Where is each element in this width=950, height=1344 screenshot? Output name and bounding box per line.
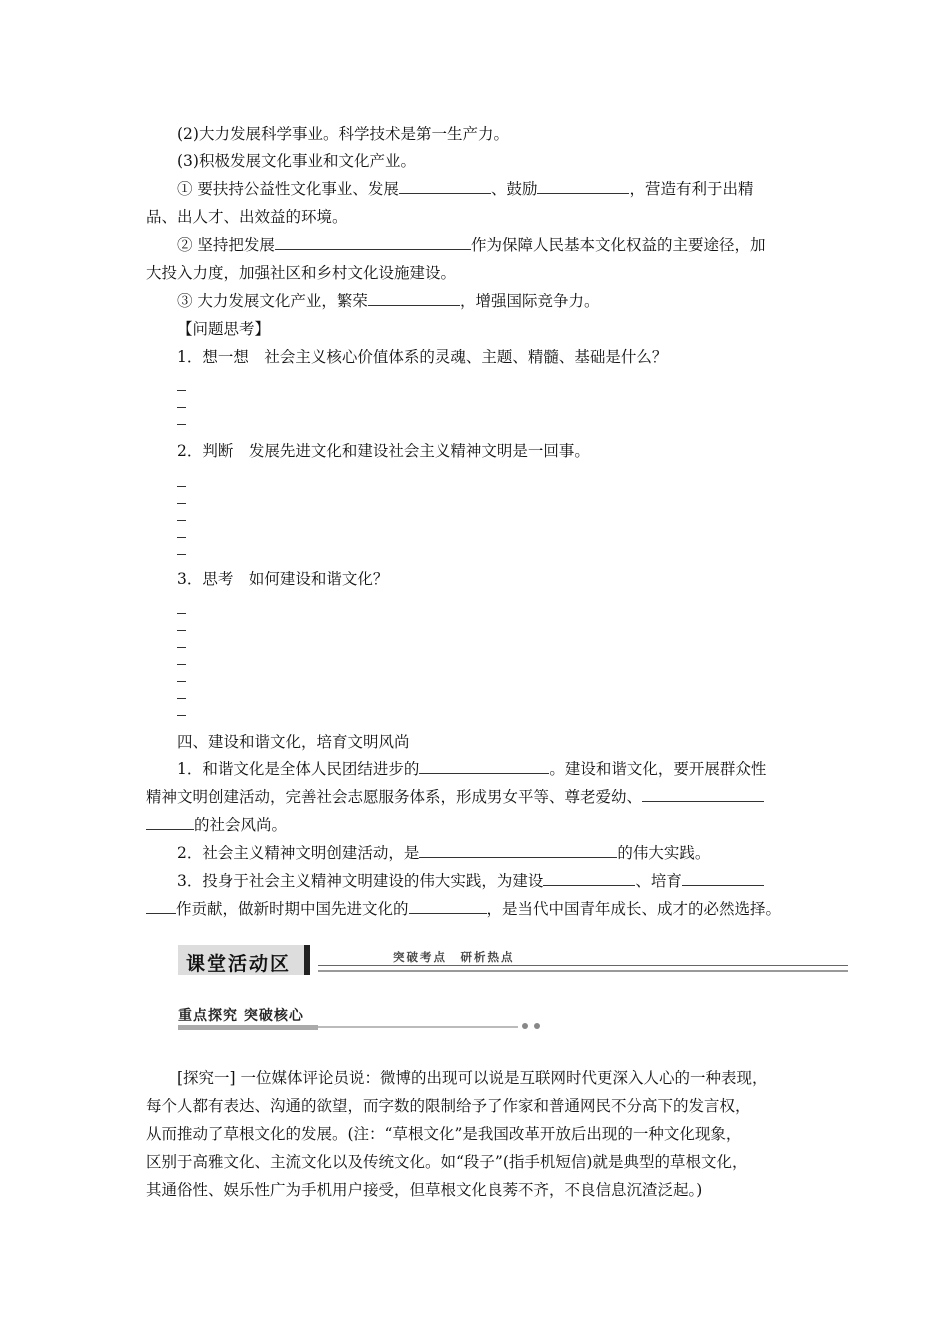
section-subheading (178, 1005, 558, 1031)
text-span: 2．社会主义精神文明创建活动，是 (177, 844, 420, 862)
fill-blank[interactable] (682, 871, 764, 886)
dot-icon (534, 1023, 540, 1029)
text-span: ，营造有利于出精 (629, 180, 754, 198)
fill-blank[interactable] (419, 759, 549, 774)
text-span: ，是当代中国青年成长、成才的必然选择。 (486, 900, 782, 918)
fill-blank[interactable] (146, 815, 194, 830)
text-span: ，增强国际竞争力。 (459, 292, 600, 310)
answer-line[interactable] (177, 647, 186, 648)
subheading-title: 重点探究 突破核心 (178, 1008, 304, 1024)
text-line (177, 843, 857, 863)
text-span: 精神文明创建活动，完善社会志愿服务体系，形成男女平等、尊老爱幼、 (146, 788, 643, 806)
banner-subtitle: 突破考点 研析热点 (393, 950, 515, 964)
inquiry-text: 每个人都有表达、沟通的欲望，而字数的限制给予了作家和普通网民不分高下的发言权， (146, 1097, 751, 1115)
inquiry-text: 从而推动了草根文化的发展。(注：“草根文化”是我国改革开放后出现的一种文化现象， (146, 1125, 742, 1143)
answer-line[interactable] (177, 554, 186, 555)
text-line: 品、出人才、出效益的环境。 (146, 208, 348, 226)
answer-line[interactable] (177, 520, 186, 521)
text-line (177, 235, 857, 255)
banner-divider (318, 970, 848, 972)
text-line (177, 871, 857, 891)
answer-line[interactable] (177, 407, 186, 408)
inquiry-text: 其通俗性、娱乐性广为手机用户接受，但草根文化良莠不齐，不良信息沉渣泛起。) (146, 1181, 703, 1199)
fill-blank[interactable] (543, 871, 635, 886)
inquiry-text: [探究一] 一位媒体评论员说：微博的出现可以说是互联网时代更深入人心的一种表现， (177, 1069, 768, 1087)
text-span: ② 坚持把发展 (177, 236, 275, 254)
text-line (177, 179, 857, 199)
fill-blank[interactable] (368, 291, 460, 306)
answer-line[interactable] (177, 664, 186, 665)
answer-line[interactable] (177, 486, 186, 487)
answer-line[interactable] (177, 715, 186, 716)
text-line (177, 291, 857, 311)
text-line (146, 815, 826, 835)
text-span: 作贡献，做新时期中国先进文化的 (176, 900, 409, 918)
answer-line[interactable] (177, 390, 186, 391)
subheading-bar (178, 1025, 318, 1030)
text-line (146, 787, 826, 807)
answer-line[interactable] (177, 613, 186, 614)
text-line: (2)大力发展科学事业。科学技术是第一生产力。 (177, 125, 509, 143)
section-heading: 【问题思考】 (177, 320, 271, 338)
banner-title: 课堂活动区 (186, 953, 292, 975)
text-line: (3)积极发展文化事业和文化产业。 (177, 152, 416, 170)
answer-line[interactable] (177, 424, 186, 425)
question: 2．判断 发展先进文化和建设社会主义精神文明是一回事。 (177, 442, 590, 460)
answer-line[interactable] (177, 681, 186, 682)
fill-blank[interactable] (642, 787, 764, 802)
fill-blank[interactable] (399, 179, 491, 194)
text-span: ① 要扶持公益性文化事业、发展 (177, 180, 399, 198)
text-span: 、培育 (635, 872, 682, 890)
text-line (146, 899, 826, 919)
text-span: 1．和谐文化是全体人民团结进步的 (177, 760, 420, 778)
question: 3．思考 如何建设和谐文化？ (177, 570, 389, 588)
fill-blank[interactable] (537, 179, 629, 194)
text-span: 的伟大实践。 (617, 844, 711, 862)
text-line (177, 759, 857, 779)
text-line: 大投入力度，加强社区和乡村文化设施建设。 (146, 264, 457, 282)
text-span: 、鼓励 (490, 180, 538, 198)
inquiry-text: 区别于高雅文化、主流文化以及传统文化。如“段子”(指手机短信)就是典型的草根文化， (146, 1153, 748, 1171)
banner-divider (318, 965, 848, 966)
answer-line[interactable] (177, 503, 186, 504)
text-span: 。建设和谐文化，要开展群众性 (549, 760, 767, 778)
answer-line[interactable] (177, 630, 186, 631)
question: 1．想一想 社会主义核心价值体系的灵魂、主题、精髓、基础是什么？ (177, 348, 668, 366)
text-span: 作为保障人民基本文化权益的主要途径，加 (470, 236, 766, 254)
dot-icon (522, 1023, 528, 1029)
fill-blank[interactable] (419, 843, 617, 858)
text-span: ③ 大力发展文化产业，繁荣 (177, 292, 368, 310)
section-heading: 四、建设和谐文化，培育文明风尚 (177, 733, 410, 751)
answer-line[interactable] (177, 537, 186, 538)
answer-line[interactable] (177, 698, 186, 699)
classroom-activity-banner (178, 945, 848, 979)
fill-blank[interactable] (409, 899, 487, 914)
fill-blank[interactable] (275, 235, 471, 250)
subheading-rule (318, 1026, 518, 1028)
text-span: 的社会风尚。 (194, 816, 288, 834)
text-span: 3．投身于社会主义精神文明建设的伟大实践，为建设 (177, 872, 544, 890)
fill-blank[interactable] (146, 899, 176, 914)
banner-title-box (178, 945, 310, 975)
